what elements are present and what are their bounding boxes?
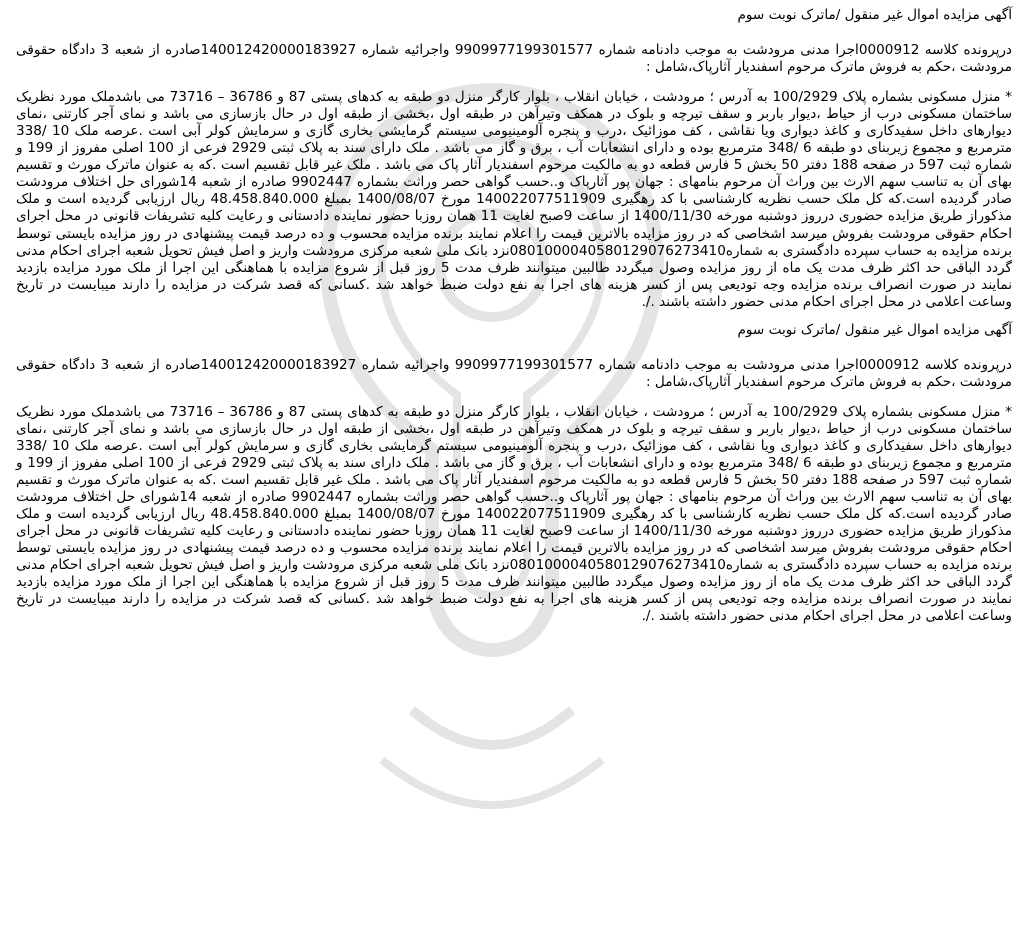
- notice-body: * منزل مسکونی بشماره پلاک 100/2929 به آدرس ؛ مرودشت ، خیابان انقلاب ، بلوار کارگر منزل دو طبقه به کدهای پستی 87 و 36786 – 73716 می باشدملک مورد نظریک ساختمان مسکونی درب از حیاط ،دیوار باربر و سقف تیرچه و بلوک در همکف وتیرآهن در طبقه اول ،بخشی از طبقه اول در حال بازسازی می باشد و نمای آجر کارتنی ،نمای دیوارهای داخل سفیدکاری و کاغذ دیواری ویا نقاشی ، کف موزائیک ،درب و پنجره آلومینیومی سیستم گرمایشی بخاری گازی و سرمایش کولر آبی است .عرصه ملک 10 /338 مترمربع و مجموع زیربنای دو طبقه 6 /348 مترمربع بوده و دارای انشعابات آب ، برق و گاز می باشد . ملک دارای سند به پلاک ثبتی 2929 فرعی از 100 اصلی مفروز از 199 و شماره ثبت 597 در صفحه 188 دفتر 50 بخش 5 فارس قطعه دو به مالکیت مرحوم اسفندیار آثار پاک می باشد . ملک غیر قابل تقسیم است .که به عنوان ماترک مورث و تقسیم بهای آن به تناسب سهم الارث بین وراث آن مرحوم بنامهای : جهان پور آثارپاک و..حسب گواهی حصر وراثت بشماره 9902447 صادره از شعبه 14شورای حل اختلاف مرودشت صادر گردیده است.که کل ملک حسب نظریه کارشناسی با کد رهگیری 140022077511909 مورخ 1400/08/07 بمبلغ 48.458.840.000 ریال ارزیابی گردیده است و ملک مذکوراز طریق مزایده حضوری درروز دوشنبه مورخه 1400/11/30 از ساعت 9صبح لغایت 11 همان روزبا حضور نماینده دادستانی و رعایت کلیه تشریفات قانونی در محل اجرای احکام حقوقی مرودشت بفروش میرسد اشخاصی که در روز مزایده بالاترین قیمت را اعلام نمایند برنده مزایده محسوب و ده درصد قیمت پیشنهادی در روز مزایده بایستی توسط برنده مزایده به حساب سپرده دادگستری به شماره0801000040580129076273410نزد بانک ملی شعبه مرکزی مرودشت واریز و اصل فیش تحویل شعبه اجرای احکام مدنی گردد الباقی حد اکثر ظرف مدت یک ماه از روز مزایده وصول میگردد طالبین میتوانند ظرف مدت 5 روز قبل از شروع مزایده با هماهنگی این اجرا از ملک مورد مزایده بازدید نمایند در صورت انصراف برنده مزایده وجه تودیعی پس از کسر هزینه های اجرا به نفع دولت ضبط خواهد شد .کسانی که قصد شرکت در مزایده را دارند میبایست در تاریخ وساعت اعلامی در محل اجرای احکام مدنی حضور داشته باشند ./.: [16, 89, 1013, 310]
- notice-title: آگهی مزایده اموال غیر منقول /ماترک نوبت سوم: [737, 7, 1012, 23]
- notice-intro: درپرونده کلاسه 0000912اجرا مدنی مرودشت به موجب دادنامه شماره 9909977199301577 واجرائیه شماره 140012420000183927صادره از شعبه 3 دادگاه حقوقی مرودشت ،حکم به فروش ماترک مرحوم اسفندیار آثارپاک،شامل :: [16, 42, 1012, 76]
- document-page: [16, 7, 1012, 626]
- auction-notice-2: [16, 322, 1012, 626]
- notice-body: * منزل مسکونی بشماره پلاک 100/2929 به آدرس ؛ مرودشت ، خیابان انقلاب ، بلوار کارگر منزل دو طبقه به کدهای پستی 87 و 36786 – 73716 می باشدملک مورد نظریک ساختمان مسکونی درب از حیاط ،دیوار باربر و سقف تیرچه و بلوک در همکف وتیرآهن در طبقه اول ،بخشی از طبقه اول در حال بازسازی می باشد و نمای آجر کارتنی ،نمای دیوارهای داخل سفیدکاری و کاغذ دیواری ویا نقاشی ، کف موزائیک ،درب و پنجره آلومینیومی سیستم گرمایشی بخاری گازی و سرمایش کولر آبی است .عرصه ملک 10 /338 مترمربع و مجموع زیربنای دو طبقه 6 /348 مترمربع بوده و دارای انشعابات آب ، برق و گاز می باشد . ملک دارای سند به پلاک ثبتی 2929 فرعی از 100 اصلی مفروز از 199 و شماره ثبت 597 در صفحه 188 دفتر 50 بخش 5 فارس قطعه دو به مالکیت مرحوم اسفندیار آثار پاک می باشد . ملک غیر قابل تقسیم است .که به عنوان ماترک مورث و تقسیم بهای آن به تناسب سهم الارث بین وراث آن مرحوم بنامهای : جهان پور آثارپاک و..حسب گواهی حصر وراثت بشماره 9902447 صادره از شعبه 14شورای حل اختلاف مرودشت صادر گردیده است.که کل ملک حسب نظریه کارشناسی با کد رهگیری 140022077511909 مورخ 1400/08/07 بمبلغ 48.458.840.000 ریال ارزیابی گردیده است و ملک مذکوراز طریق مزایده حضوری درروز دوشنبه مورخه 1400/11/30 از ساعت 9صبح لغایت 11 همان روزبا حضور نماینده دادستانی و رعایت کلیه تشریفات قانونی در محل اجرای احکام حقوقی مرودشت بفروش میرسد اشخاصی که در روز مزایده بالاترین قیمت را اعلام نمایند برنده مزایده محسوب و ده درصد قیمت پیشنهادی در روز مزایده بایستی توسط برنده مزایده به حساب سپرده دادگستری به شماره0801000040580129076273410نزد بانک ملی شعبه مرکزی مرودشت واریز و اصل فیش تحویل شعبه اجرای احکام مدنی گردد الباقی حد اکثر ظرف مدت یک ماه از روز مزایده وصول میگردد طالبین میتوانند ظرف مدت 5 روز قبل از شروع مزایده با هماهنگی این اجرا از ملک مورد مزایده بازدید نمایند در صورت انصراف برنده مزایده وجه تودیعی پس از کسر هزینه های اجرا به نفع دولت ضبط خواهد شد .کسانی که قصد شرکت در مزایده را دارند میبایست در تاریخ وساعت اعلامی در محل اجرای احکام مدنی حضور داشته باشند ./.: [16, 403, 1013, 625]
- auction-notice-1: [16, 7, 1012, 311]
- notice-intro: درپرونده کلاسه 0000912اجرا مدنی مرودشت به موجب دادنامه شماره 9909977199301577 واجرائیه شماره 140012420000183927صادره از شعبه 3 دادگاه حقوقی مرودشت ،حکم به فروش ماترک مرحوم اسفندیار آثارپاک،شامل :: [16, 356, 1012, 390]
- notice-title: آگهی مزایده اموال غیر منقول /ماترک نوبت سوم: [737, 321, 1012, 338]
